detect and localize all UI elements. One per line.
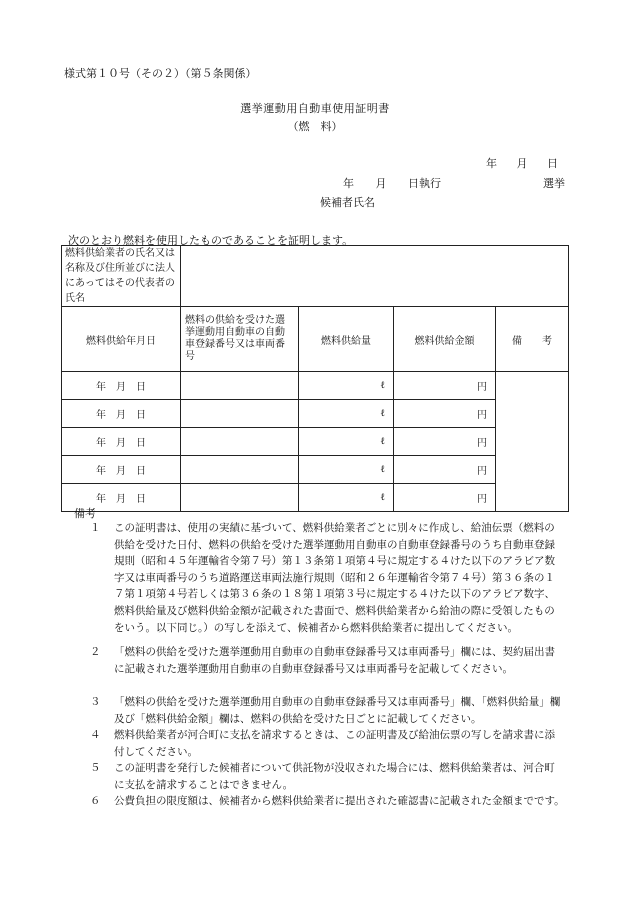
certify-text: 次のとおり燃料を使用したものであることを証明します。 [68, 234, 354, 247]
col-date: 燃料供給年月日 [62, 307, 181, 372]
row-date[interactable]: 年 月 日 [62, 400, 181, 428]
row-vehicle[interactable] [181, 372, 299, 400]
row-vehicle[interactable] [181, 456, 299, 484]
table-row [62, 456, 569, 484]
row-vehicle[interactable] [181, 400, 299, 428]
table-row [62, 428, 569, 456]
note-number: ６ [90, 795, 101, 807]
row-amount[interactable]: 円 [394, 428, 496, 456]
note-item [90, 793, 565, 810]
row-vehicle[interactable] [181, 484, 299, 512]
issue-date-day: 日 [547, 157, 558, 170]
row-date[interactable]: 年 月 日 [62, 456, 181, 484]
row-amount[interactable]: 円 [394, 372, 496, 400]
form-number: 様式第１０号（その２）（第５条関係） [64, 67, 257, 80]
remarks-field[interactable] [496, 372, 569, 512]
note-text: この証明書は、使用の実績に基づいて、燃料供給業者ごとに別々に作成し、給油伝票（燃料の供給を受けた日付、燃料の供給を受けた選挙運動用自動車の自動車登録番号のうち自動車登録規則（昭和４５年運輸省令第７号）第１３条第１項第４号に規定する４けた以下のアラビア数字又は車両番号のうち道路運送車両法施行規則（昭和２６年運輸省令第７４号）第３６条の１７第１項第４号若しくは第３６条の１８第１項第３号に規定する４けた以下のアラビア数字、燃料供給量及び燃料供給金額が記載された書面で、燃料供給業者から給油の際に受領したものをいう。以下同じ。）の写しを添えて、候補者から燃料供給業者に提出してください。 [114, 522, 555, 634]
table-row [62, 372, 569, 400]
election-month: 月 [375, 177, 387, 190]
election-label: 選挙 [543, 177, 565, 190]
note-item [90, 760, 565, 793]
note-text: 公費負担の限度額は、候補者から燃料供給業者に提出された確認書に記載された金額までです。 [114, 795, 565, 807]
election-year: 年 [343, 177, 354, 190]
row-amount[interactable]: 円 [394, 400, 496, 428]
note-number: ５ [90, 762, 101, 774]
note-text: 「燃料の供給を受けた選挙運動用自動車の自動車登録番号又は車両番号」欄には、契約届出書に記載された選挙運動用自動車の自動車登録番号又は車両番号を記載してください。 [114, 646, 555, 675]
col-amount: 燃料供給金額 [394, 307, 496, 372]
notes-title: 備考 [74, 507, 96, 520]
candidate-label: 候補者氏名 [320, 196, 375, 209]
issue-date [486, 155, 558, 171]
col-vehicle: 燃料の供給を受けた選挙運動用自動車の自動車登録番号又は車両番号 [181, 307, 299, 372]
election-day: 日執行 [408, 177, 441, 190]
supplier-label: 燃料供給業者の氏名又は名称及び住所並びに法人にあってはその代表者の氏名 [62, 246, 181, 307]
fuel-table [61, 245, 569, 512]
note-number: ４ [90, 729, 101, 741]
note-text: 燃料供給業者が河合町に支払を請求するときは、この証明書及び給油伝票の写しを請求書に添付してください。 [114, 729, 555, 758]
note-number: １ [90, 522, 101, 534]
row-amount[interactable]: 円 [394, 456, 496, 484]
row-quantity[interactable]: ℓ [299, 484, 394, 512]
page-subtitle: （燃 料） [287, 120, 343, 133]
row-vehicle[interactable] [181, 428, 299, 456]
election-date [343, 175, 459, 191]
note-number: ２ [90, 646, 101, 658]
row-date[interactable]: 年 月 日 [62, 484, 181, 512]
note-item [90, 644, 565, 677]
issue-date-month: 月 [516, 157, 528, 170]
note-text: 「燃料の供給を受けた選挙運動用自動車の自動車登録番号又は車両番号」欄、「燃料供給量」欄及び「燃料供給金額」欄は、燃料の供給を受けた日ごとに記載してください。 [114, 696, 561, 725]
supplier-field[interactable] [181, 246, 569, 307]
row-quantity[interactable]: ℓ [299, 400, 394, 428]
note-text: この証明書を発行した候補者について供託物が没収された場合には、燃料供給業者は、河合町に支払を請求することはできません。 [114, 762, 555, 791]
row-quantity[interactable]: ℓ [299, 456, 394, 484]
row-amount[interactable]: 円 [394, 484, 496, 512]
note-item [90, 520, 565, 636]
row-quantity[interactable]: ℓ [299, 428, 394, 456]
row-quantity[interactable]: ℓ [299, 372, 394, 400]
row-date[interactable]: 年 月 日 [62, 428, 181, 456]
row-date[interactable]: 年 月 日 [62, 372, 181, 400]
table-row [62, 484, 569, 512]
note-item [90, 694, 565, 727]
issue-date-year: 年 [486, 157, 497, 170]
note-item [90, 727, 565, 760]
col-remarks: 備 考 [496, 307, 569, 372]
col-quantity: 燃料供給量 [299, 307, 394, 372]
table-row [62, 400, 569, 428]
note-number: ３ [90, 696, 101, 708]
page-title: 選挙運動用自動車使用証明書 [240, 102, 390, 115]
